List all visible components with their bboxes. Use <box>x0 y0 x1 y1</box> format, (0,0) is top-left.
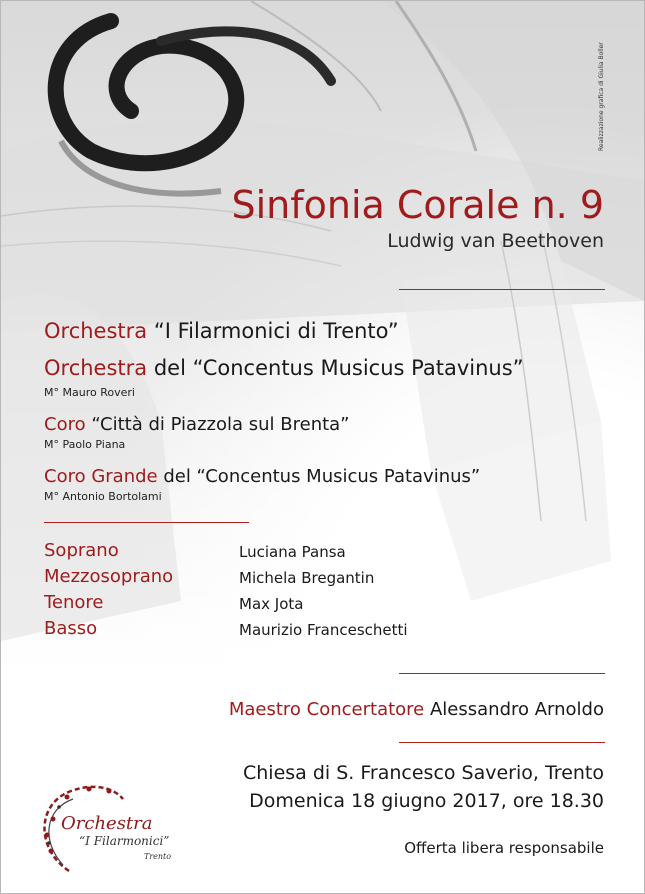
ensemble-2-director: M° Mauro Roveri <box>44 386 135 399</box>
soloist-name-tenore: Max Jota <box>239 595 304 613</box>
ensemble-4-director: M° Antonio Bortolami <box>44 490 162 503</box>
maestro-label: Maestro Concertatore <box>228 699 425 720</box>
admission-note: Offerta libera responsabile <box>404 839 604 857</box>
ensemble-1 <box>44 319 399 343</box>
maestro-name: Alessandro Arnoldo <box>424 699 604 720</box>
ensemble-2 <box>44 356 524 380</box>
divider-maestro-top <box>399 673 605 674</box>
divider-maestro-bottom <box>399 742 605 743</box>
ensemble-1-type: Orchestra <box>44 319 148 343</box>
venue: Chiesa di S. Francesco Saverio, Trento <box>242 762 604 784</box>
ensemble-3-director: M° Paolo Piana <box>44 438 126 451</box>
ensemble-2-name: del “Concentus Musicus Patavinus” <box>147 356 524 380</box>
ensemble-2-type: Orchestra <box>44 356 148 380</box>
ensemble-1-name: “I Filarmonici di Trento” <box>147 319 399 343</box>
ensemble-4 <box>44 466 480 487</box>
divider-top <box>399 289 605 290</box>
logo-trento-text: Trento <box>144 852 172 861</box>
ensemble-3-type: Coro <box>44 414 86 435</box>
soloist-role-soprano: Soprano <box>44 540 119 561</box>
composer-name: Ludwig van Beethoven <box>387 230 604 252</box>
soloist-name-soprano: Luciana Pansa <box>239 543 346 561</box>
ensemble-3-name: “Città di Piazzola sul Brenta” <box>85 414 350 435</box>
soloist-name-mezzosoprano: Michela Bregantin <box>239 569 375 587</box>
soloist-role-basso: Basso <box>44 618 98 639</box>
event-date: Domenica 18 giugno 2017, ore 18.30 <box>249 790 604 812</box>
ensemble-4-type: Coro Grande <box>44 466 158 487</box>
soloist-name-basso: Maurizio Franceschetti <box>239 621 408 639</box>
graphic-credit: Realizzazione grafica di Giulia Boller <box>598 42 605 151</box>
ensemble-3 <box>44 414 350 435</box>
soloist-role-tenore: Tenore <box>44 592 104 613</box>
ensemble-4-name: del “Concentus Musicus Patavinus” <box>157 466 481 487</box>
concert-title: Sinfonia Corale n. 9 <box>231 183 604 227</box>
divider-mid <box>44 522 249 523</box>
logo-filarmonici-text: “I Filarmonici” <box>79 834 170 848</box>
maestro-line <box>229 699 604 720</box>
logo-orchestra-text: Orchestra <box>61 813 153 834</box>
soloist-role-mezzosoprano: Mezzosoprano <box>44 566 174 587</box>
